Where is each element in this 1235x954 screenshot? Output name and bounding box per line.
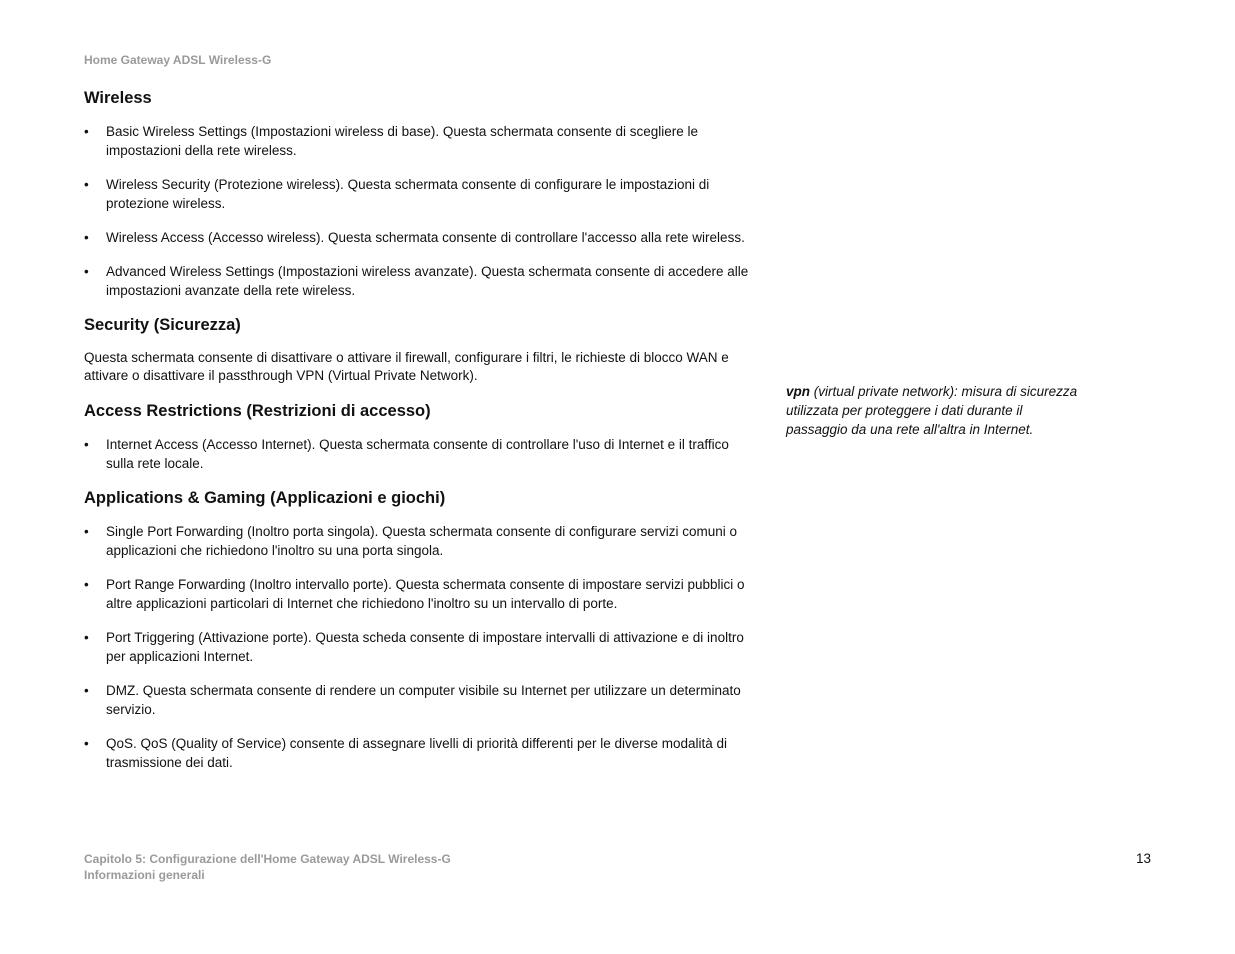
bullet-icon: • bbox=[84, 177, 89, 192]
list-item-text: Wireless Access (Accesso wireless). Questa schermata consente di controllare l'accesso alla rete wireless. bbox=[106, 230, 745, 245]
bullet-list bbox=[84, 522, 754, 772]
footer-chapter: Capitolo 5: Configurazione dell'Home Gateway ADSL Wireless-G bbox=[84, 852, 451, 866]
list-item-text: QoS. QoS (Quality of Service) consente di assegnare livelli di priorità differenti per le diverse modalità di trasmissione dei dati. bbox=[106, 736, 728, 770]
list-item-text: Single Port Forwarding (Inoltro porta singola). Questa schermata consente di configurare servizi comuni o applicazioni che richiedono l'inoltro su una porta singola. bbox=[106, 524, 738, 558]
page-number: 13 bbox=[1136, 851, 1152, 866]
list-item-text: Basic Wireless Settings (Impostazioni wireless di base). Questa schermata consente di scegliere le impostazioni della rete wireless. bbox=[106, 124, 699, 158]
list-item bbox=[84, 681, 754, 719]
section-title: Security (Sicurezza) bbox=[84, 316, 241, 334]
section-applications-gaming bbox=[84, 488, 754, 772]
list-item bbox=[84, 435, 754, 473]
bullet-list bbox=[84, 435, 754, 473]
bullet-icon: • bbox=[84, 437, 89, 452]
list-item bbox=[84, 522, 754, 560]
bullet-icon: • bbox=[84, 124, 89, 139]
list-item-text: Port Range Forwarding (Inoltro intervallo porte). Questa schermata consente di impostare servizi pubblici o altre applicazioni particolari di Internet che richiedono l'inoltro su un intervallo di porte. bbox=[106, 577, 745, 611]
bullet-icon: • bbox=[84, 264, 89, 279]
list-item-text: Port Triggering (Attivazione porte). Questa scheda consente di impostare intervalli di attivazione e di inoltro per applicazioni Internet. bbox=[106, 630, 744, 664]
list-item bbox=[84, 175, 754, 213]
running-header: Home Gateway ADSL Wireless-G bbox=[84, 53, 272, 67]
list-item-text: DMZ. Questa schermata consente di rendere un computer visibile su Internet per utilizzare un determinato servizio. bbox=[106, 683, 741, 717]
main-content bbox=[84, 88, 754, 787]
page-footer bbox=[84, 851, 451, 883]
list-item-text: Advanced Wireless Settings (Impostazioni wireless avanzate). Questa schermata consente di accedere alle impostazioni avanzate della rete wireless. bbox=[106, 264, 749, 298]
list-item bbox=[84, 122, 754, 160]
list-item-text: Wireless Security (Protezione wireless). Questa schermata consente di configurare le impostazioni di protezione wireless. bbox=[106, 177, 710, 211]
bullet-icon: • bbox=[84, 736, 89, 751]
bullet-icon: • bbox=[84, 230, 89, 245]
bullet-icon: • bbox=[84, 577, 89, 592]
bullet-icon: • bbox=[84, 683, 89, 698]
glossary-term: vpn bbox=[786, 384, 811, 399]
section-wireless bbox=[84, 88, 754, 300]
section-title: Wireless bbox=[84, 89, 152, 107]
section-security bbox=[84, 315, 754, 385]
list-item bbox=[84, 262, 754, 300]
bullet-list bbox=[84, 122, 754, 300]
bullet-icon: • bbox=[84, 630, 89, 645]
footer-section: Informazioni generali bbox=[84, 868, 205, 882]
bullet-icon: • bbox=[84, 524, 89, 539]
list-item-text: Internet Access (Accesso Internet). Questa schermata consente di controllare l'uso di Internet e il traffico sulla rete locale. bbox=[106, 437, 729, 471]
section-title: Applications & Gaming (Applicazioni e giochi) bbox=[84, 489, 446, 507]
section-title: Access Restrictions (Restrizioni di accesso) bbox=[84, 402, 431, 420]
list-item bbox=[84, 734, 754, 772]
glossary-sidenote bbox=[786, 382, 1081, 439]
list-item bbox=[84, 228, 754, 247]
section-access-restrictions bbox=[84, 401, 754, 473]
section-paragraph: Questa schermata consente di disattivare o attivare il firewall, configurare i filtri, le richieste di blocco WAN e attivare o disattivare il passthrough VPN (Virtual Private Network). bbox=[84, 350, 729, 383]
list-item bbox=[84, 575, 754, 613]
list-item bbox=[84, 628, 754, 666]
glossary-definition: (virtual private network): misura di sicurezza utilizzata per proteggere i dati durante il passaggio da una rete all'altra in Internet. bbox=[786, 384, 1078, 437]
